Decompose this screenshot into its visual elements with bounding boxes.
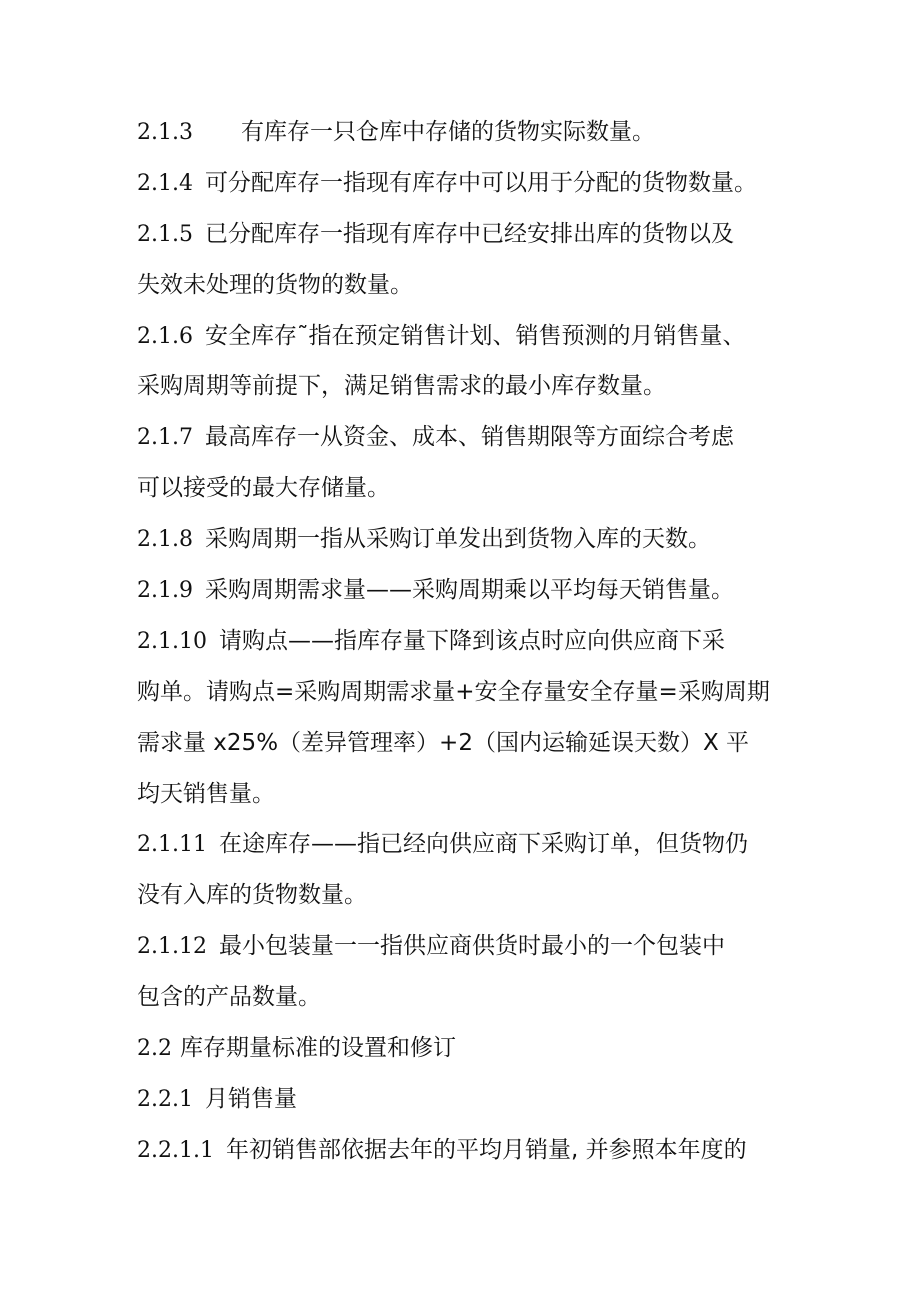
line-text: 请购点——指库存量下降到该点时应向供应商下采: [218, 627, 725, 654]
line-text: 可分配库存一指现有库存中可以用于分配的货物数量。: [204, 169, 757, 196]
text-line: [137, 769, 797, 820]
text-line: [137, 260, 797, 311]
line-text: 年初销售部依据去年的平均月销量, 并参照本年度的: [225, 1136, 747, 1163]
line-text: 包含的产品数量。: [137, 984, 321, 1011]
line-text: 失效未处理的货物的数量。: [137, 271, 413, 298]
text-line: [137, 361, 797, 412]
section-number: 2.1.3: [137, 120, 193, 145]
text-line: [137, 209, 797, 260]
line-text: 需求量 x25%（差异管理率）+2（国内运输延误天数）X 平: [137, 729, 750, 756]
line-text: 采购周期一指从采购订单发出到货物入库的天数。: [204, 526, 711, 553]
section-number: 2.2.1: [137, 1086, 193, 1112]
text-line: [137, 1125, 797, 1176]
text-line: [137, 514, 797, 565]
text-line: [137, 870, 797, 921]
section-number: 2.1.12: [137, 934, 207, 960]
text-line: [137, 1023, 797, 1074]
line-text: 库存期量标准的设置和修订: [180, 1035, 456, 1062]
line-text: 采购周期等前提下，满足销售需求的最小库存数量。: [137, 373, 666, 400]
line-text: 没有入库的货物数量。: [137, 882, 367, 909]
text-line: [137, 718, 797, 769]
line-text: 购单。请购点=采购周期需求量+安全存量安全存量=采购周期: [137, 678, 770, 705]
section-number: 2.1.6: [137, 323, 193, 349]
text-line: [137, 412, 797, 463]
line-text: 已分配库存一指现有库存中已经安排出库的货物以及: [204, 220, 734, 247]
section-number: 2.2: [137, 1036, 172, 1062]
section-number: 2.1.4: [137, 170, 193, 196]
section-number: 2.1.8: [137, 527, 193, 553]
section-number: 2.1.7: [137, 425, 193, 451]
text-line: [137, 819, 797, 870]
section-number: 2.1.9: [137, 578, 193, 604]
line-text: 最小包装量一一指供应商供货时最小的一个包装中: [218, 933, 725, 960]
line-text: 安全库存˜指在预定销售计划、销售预测的月销售量、: [204, 322, 746, 349]
text-line: [137, 616, 797, 667]
text-line: [137, 107, 797, 158]
text-line: [137, 972, 797, 1023]
text-line: [137, 158, 797, 209]
line-text: 月销售量: [204, 1085, 297, 1112]
text-line: [137, 311, 797, 362]
section-number: 2.1.11: [137, 832, 207, 858]
line-text: 可以接受的最大存储量。: [137, 475, 390, 502]
line-text: 最高库存一从资金、成本、销售期限等方面综合考虑: [204, 424, 734, 451]
text-line: [137, 667, 797, 718]
document-body: [137, 107, 797, 1176]
line-text: 采购周期需求量——采购周期乘以平均每天销售量。: [204, 577, 734, 604]
section-number: 2.2.1.1: [137, 1137, 214, 1163]
section-number: 2.1.5: [137, 221, 193, 247]
line-text: 均天销售量。: [137, 780, 275, 807]
text-line: [137, 565, 797, 616]
section-number: 2.1.10: [137, 628, 207, 654]
line-text: 在途库存——指已经向供应商下采购订单，但货物仍: [218, 831, 748, 858]
text-line: [137, 921, 797, 972]
line-text: 有库存一只仓库中存储的货物实际数量。: [240, 119, 655, 145]
text-line: [137, 463, 797, 514]
text-line: [137, 1074, 797, 1125]
